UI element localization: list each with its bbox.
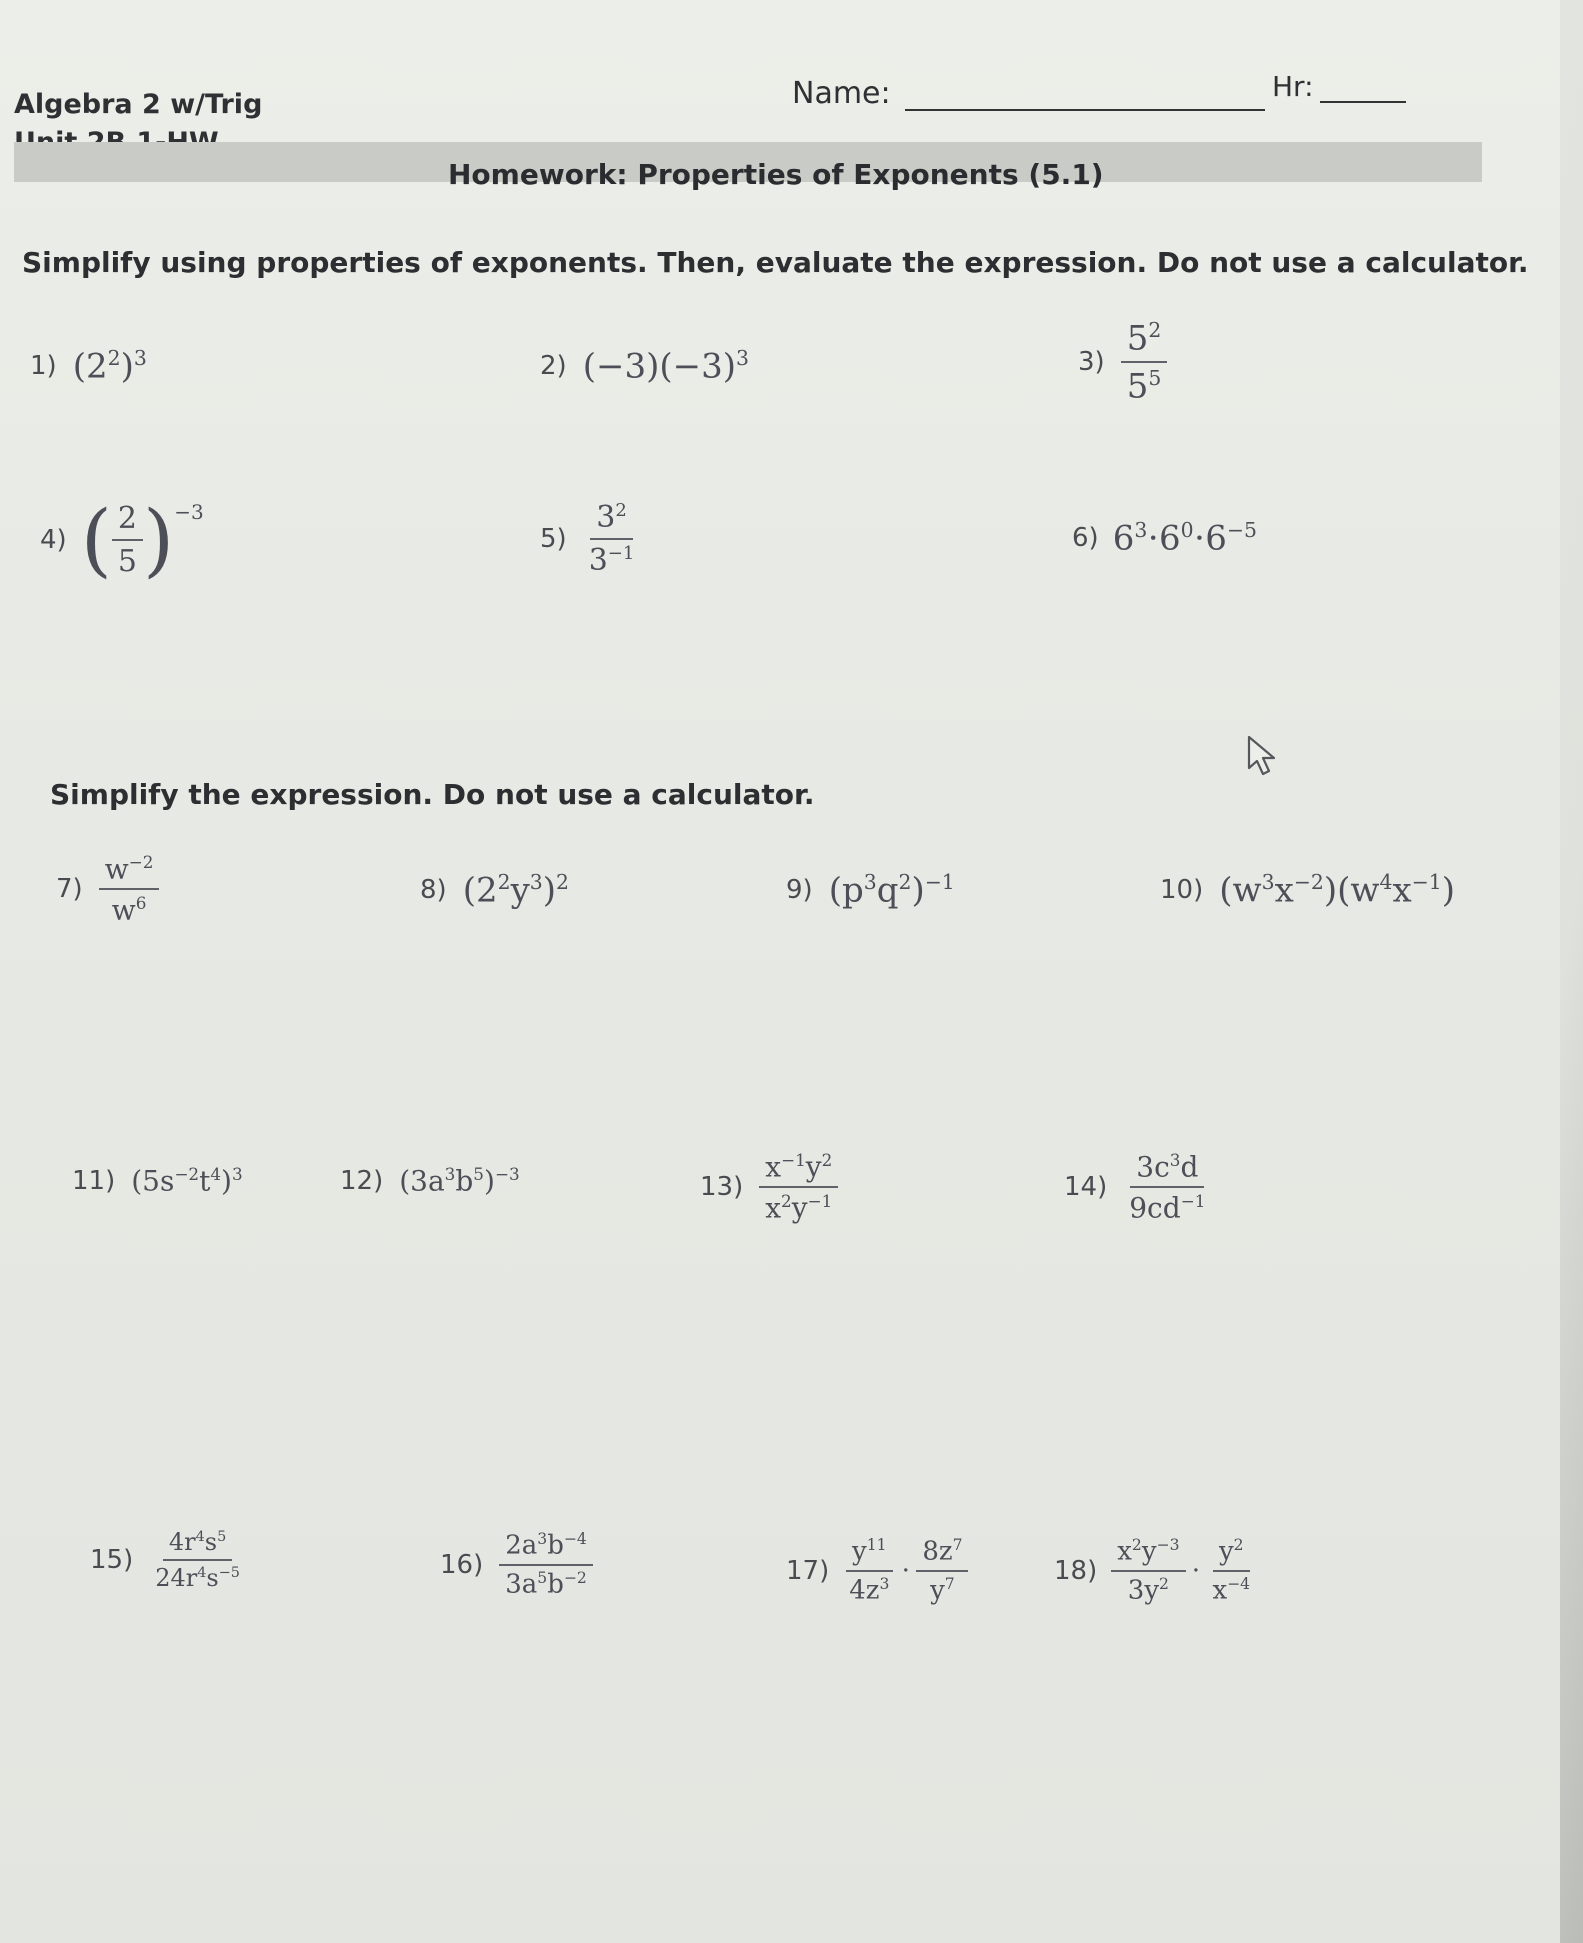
problem-number: 7): [56, 874, 83, 905]
problem-expression: $\frac{5^2}{5^5}$: [1121, 318, 1168, 407]
hour-label: Hr:: [1272, 70, 1314, 103]
problem-number: 15): [90, 1545, 134, 1575]
name-blank: [905, 81, 1265, 111]
problem-number: 17): [786, 1555, 830, 1586]
problem-17: [786, 1536, 968, 1605]
problem-9: [786, 870, 955, 910]
problem-14: [1064, 1150, 1211, 1225]
problem-number: 18): [1054, 1555, 1098, 1586]
problem-number: 9): [786, 875, 813, 906]
problem-expression: $6^3\cdot 6^0\cdot 6^{-5}$: [1112, 518, 1257, 559]
problem-1: [30, 346, 147, 386]
problem-4: [40, 493, 204, 586]
instruction-section-1: Simplify using properties of exponents. Then, evaluate the expression. Do not use a calculator.: [22, 246, 1529, 279]
name-label: Name:: [792, 76, 891, 111]
problem-2: [540, 346, 749, 386]
problem-expression: $\frac{w^{-2}}{w^6}$: [99, 852, 160, 927]
problem-expression: $(2^2)^3$: [72, 346, 147, 387]
problem-18: [1054, 1536, 1256, 1605]
problem-expression: $\frac{x^{-1}y^2}{x^2y^{-1}}$: [759, 1150, 838, 1225]
problem-expression: $\frac{y^{11}}{4z^3}$ ⋅ $\frac{8z^7}{y^7}$: [843, 1536, 968, 1605]
problem-number: 2): [540, 351, 567, 382]
problem-number: 11): [72, 1165, 116, 1196]
problem-expression: ( $\frac{2}{5}$ ) $^{-3}$: [80, 493, 204, 586]
problem-expression: $(3a^3b^5)^{-3}$: [399, 1164, 520, 1198]
problem-8: [420, 870, 569, 910]
problem-expression: $(p^3q^2)^{-1}$: [828, 870, 955, 911]
problem-3: [1078, 318, 1167, 407]
problem-expression: $\frac{x^2y^{-3}}{3y^2}$ ⋅ $\frac{y^2}{x^{-4}}$: [1111, 1536, 1256, 1605]
hour-blank: [1320, 77, 1406, 103]
mouse-pointer-icon: [1246, 734, 1280, 778]
problem-expression: $(5s^{-2}t^4)^3$: [131, 1164, 243, 1198]
problem-expression: $(2^2y^3)^2$: [462, 870, 570, 911]
problem-number: 8): [420, 875, 447, 906]
problem-expression: $\frac{3c^3d}{9cd^{-1}}$: [1129, 1150, 1206, 1225]
problem-10: [1160, 870, 1455, 910]
problem-number: 5): [540, 524, 567, 554]
problem-15: [90, 1528, 246, 1592]
problem-13: [700, 1150, 838, 1225]
problem-number: 16): [440, 1549, 484, 1580]
instruction-section-2: Simplify the expression. Do not use a calculator.: [50, 778, 815, 811]
problem-expression: $\frac{3^2}{3^{-1}}$: [588, 500, 635, 578]
problem-expression: $\frac{2a^3b^{-4}}{3a^5b^{-2}}$: [499, 1530, 593, 1599]
problem-6: [1072, 518, 1257, 558]
problem-expression: $\frac{4r^4s^5}{24r^4s^{-5}}$: [155, 1528, 240, 1592]
problem-16: [440, 1530, 593, 1599]
problem-number: 3): [1078, 347, 1105, 378]
problem-expression: $(-3)(-3)^3$: [582, 346, 749, 387]
problem-7: [56, 852, 159, 927]
problem-number: 1): [30, 351, 57, 382]
problem-number: 13): [700, 1172, 744, 1203]
problem-11: [72, 1164, 243, 1197]
problem-number: 4): [40, 525, 67, 555]
problem-12: [340, 1164, 520, 1197]
course-title: Algebra 2 w/Trig: [14, 89, 263, 120]
problem-5: [540, 500, 640, 578]
problem-number: 14): [1064, 1172, 1108, 1203]
problem-number: 6): [1072, 523, 1099, 554]
problem-number: 10): [1160, 875, 1204, 906]
hour-field: [1272, 70, 1406, 103]
name-field: [792, 76, 1265, 111]
problem-number: 12): [340, 1165, 384, 1196]
page-title: Homework: Properties of Exponents (5.1): [448, 158, 1104, 191]
problem-expression: $(w^3x^{-2})(w^4x^{-1})$: [1219, 870, 1455, 911]
